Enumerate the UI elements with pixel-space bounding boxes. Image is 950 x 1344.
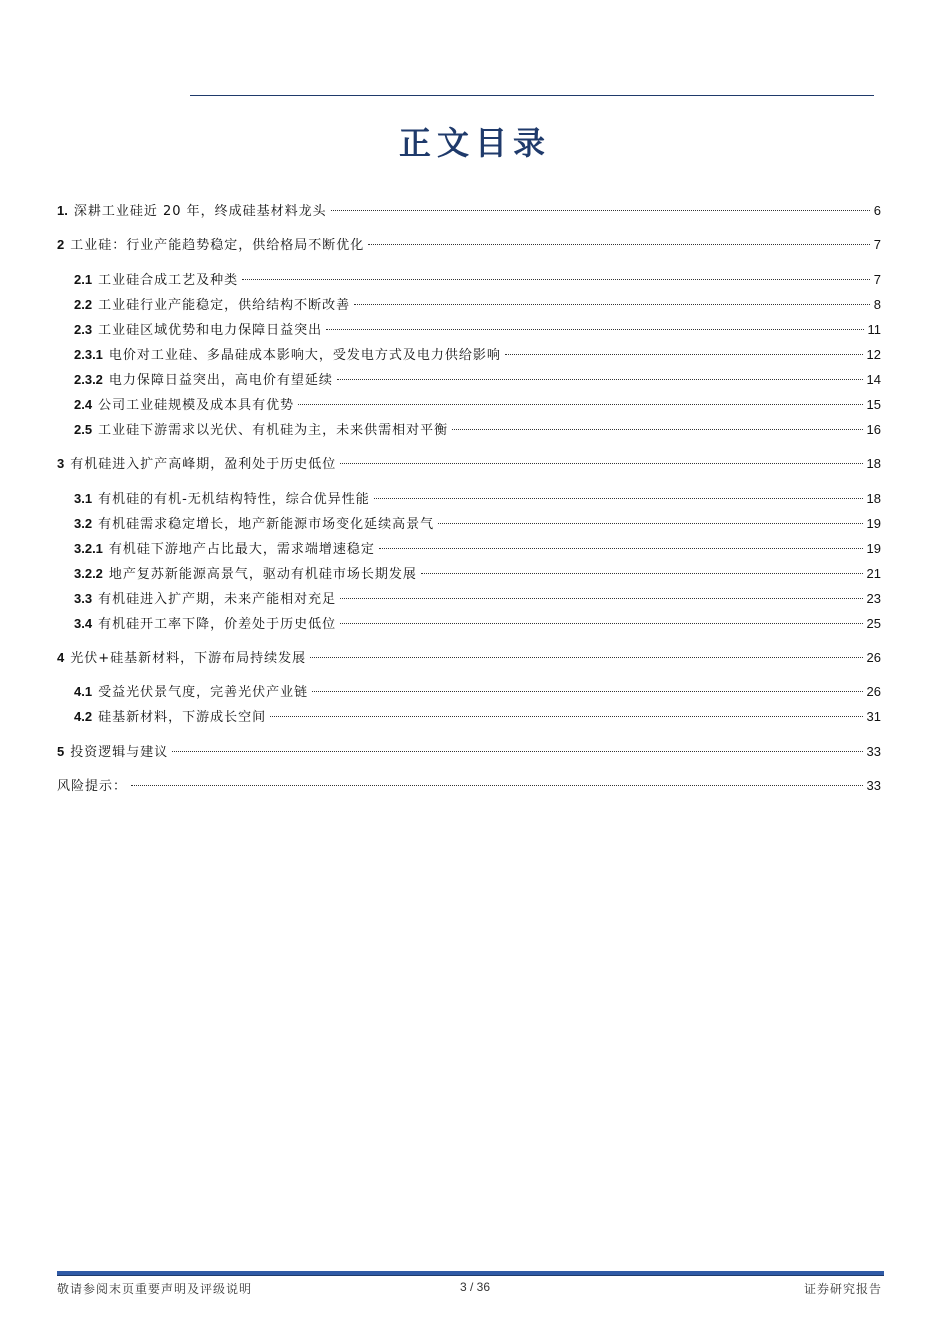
dot-leader [131,785,863,786]
dot-leader [340,623,862,624]
dot-leader [326,329,863,330]
toc-entry-page: 7 [873,237,881,252]
dot-leader [310,657,862,658]
toc-entry-number: 1. [57,203,68,218]
toc-entry-5[interactable] [57,741,881,764]
toc-entry-number: 2.2 [74,297,93,312]
toc-entry-page: 31 [866,709,881,724]
toc-entry-page: 33 [866,744,881,759]
toc-entry-page: 18 [866,491,881,506]
dot-leader [270,716,862,717]
dot-leader [452,429,862,430]
toc-entry-number: 3.2 [74,516,93,531]
toc-entry-page: 11 [867,322,881,337]
toc-entry-number: 3.2.2 [74,566,103,581]
toc-entry-3-4[interactable] [74,613,881,636]
footer-rule [57,1271,884,1276]
toc-entry-page: 19 [866,516,881,531]
dot-leader [379,548,863,549]
toc-entry-text: 电力保障日益突出，高电价有望延续 [108,373,333,388]
toc-entry-2-3-2[interactable] [74,369,881,392]
toc-entry-number: 2 [57,237,65,252]
toc-entry-1[interactable] [57,200,881,223]
page-number: 3 / 36 [459,1280,491,1294]
toc-entry-text: 有机硅下游地产占比最大，需求端增速稳定 [108,542,375,557]
toc-entry-page: 15 [866,397,881,412]
toc-entry-4-2[interactable] [74,706,881,729]
toc-entry-number: 2.3.2 [74,372,103,387]
toc-entry-text: 公司工业硅规模及成本具有优势 [98,398,295,413]
toc-entry-text: 有机硅的有机-无机结构特性，综合优异性能 [98,492,370,507]
toc-entry-number: 4.1 [74,684,93,699]
dot-leader [374,498,863,499]
toc-entry-3[interactable] [57,453,881,476]
toc-entry-text: 有机硅需求稳定增长，地产新能源市场变化延续高景气 [98,517,435,532]
toc-entry-text: 工业硅：行业产能趋势稳定，供给格局不断优化 [70,238,365,253]
page-title: 正文目录 [398,124,551,162]
toc-entry-2-1[interactable] [74,269,881,292]
toc-entry-text: 工业硅下游需求以光伏、有机硅为主，未来供需相对平衡 [98,423,449,438]
toc-entry-page: 16 [866,422,881,437]
toc-entry-4-1[interactable] [74,681,881,704]
toc-entry-text: 深耕工业硅近 20 年，终成硅基材料龙头 [73,204,327,219]
toc-entry-4[interactable] [57,647,881,670]
dot-leader [368,244,870,245]
toc-entry-3-3[interactable] [74,588,881,611]
toc-entry-number: 2.5 [74,422,93,437]
dot-leader [340,598,862,599]
toc-entry-page: 23 [866,591,881,606]
toc-entry-text: 硅基新材料，下游成长空间 [98,710,267,725]
toc-entry-number: 3.2.1 [74,541,103,556]
toc-entry-3-2-1[interactable] [74,538,881,561]
toc-entry-number: 2.4 [74,397,93,412]
toc-entry-page: 33 [866,778,881,793]
toc-entry-page: 19 [866,541,881,556]
toc-entry-page: 14 [866,372,881,387]
toc-entry-number: 4.2 [74,709,93,724]
toc-entry-page: 12 [866,347,881,362]
toc-entry-page: 18 [866,456,881,471]
toc-entry-text: 地产复苏新能源高景气，驱动有机硅市场长期发展 [108,567,417,582]
toc-entry-number: 3.3 [74,591,93,606]
toc-entry-3-1[interactable] [74,488,881,511]
toc-entry-page: 8 [873,297,881,312]
toc-entry-text: 工业硅合成工艺及种类 [98,273,239,288]
toc-entry-page: 7 [873,272,881,287]
dot-leader [337,379,863,380]
toc-entry-page: 26 [866,684,881,699]
toc-entry-2-2[interactable] [74,294,881,317]
toc-entry-number: 3 [57,456,65,471]
toc-entry-page: 25 [866,616,881,631]
toc-entry-page: 26 [866,650,881,665]
toc-entry-number: 3.4 [74,616,93,631]
toc-entry-risk[interactable] [57,775,881,798]
toc-entry-number: 2.3 [74,322,93,337]
toc-entry-number: 2.3.1 [74,347,103,362]
toc-entry-number: 5 [57,744,65,759]
toc-entry-text: 工业硅行业产能稳定，供给结构不断改善 [98,298,351,313]
dot-leader [354,304,870,305]
toc-entry-text: 有机硅进入扩产高峰期，盈利处于历史低位 [70,457,337,472]
dot-leader [331,210,870,211]
dot-leader [298,404,862,405]
dot-leader [438,523,862,524]
dot-leader [242,279,870,280]
toc-entry-text: 工业硅区域优势和电力保障日益突出 [98,323,323,338]
dot-leader [172,751,862,752]
toc-entry-2-3-1[interactable] [74,344,881,367]
header-rule [190,95,874,96]
toc-entry-2[interactable] [57,234,881,257]
toc-entry-text: 受益光伏景气度，完善光伏产业链 [98,685,309,700]
toc-entry-page: 21 [866,566,881,581]
dot-leader [340,463,862,464]
footer-disclaimer: 敬请参阅末页重要声明及评级说明 [57,1282,253,1296]
toc-entry-text: 电价对工业硅、多晶硅成本影响大，受发电方式及电力供给影响 [108,348,501,363]
toc-entry-text: 有机硅开工率下降，价差处于历史低位 [98,617,337,632]
toc-entry-page: 6 [873,203,881,218]
footer-report-type: 证券研究报告 [803,1282,882,1296]
toc-entry-text: 投资逻辑与建议 [70,745,169,760]
toc-entry-text: 光伏+硅基新材料，下游布局持续发展 [70,651,307,666]
toc-entry-3-2[interactable] [74,513,881,536]
dot-leader [505,354,863,355]
dot-leader [421,573,863,574]
toc-entry-number: 2.1 [74,272,93,287]
toc-entry-2-3[interactable] [74,319,881,342]
toc-entry-text: 有机硅进入扩产期，未来产能相对充足 [98,592,337,607]
toc-entry-number: 4 [57,650,65,665]
toc-entry-3-2-2[interactable] [74,563,881,586]
toc-entry-number: 3.1 [74,491,93,506]
dot-leader [312,691,862,692]
toc-entry-2-5[interactable] [74,419,881,442]
toc-entry-2-4[interactable] [74,394,881,417]
toc-entry-text: 风险提示： [57,779,128,794]
